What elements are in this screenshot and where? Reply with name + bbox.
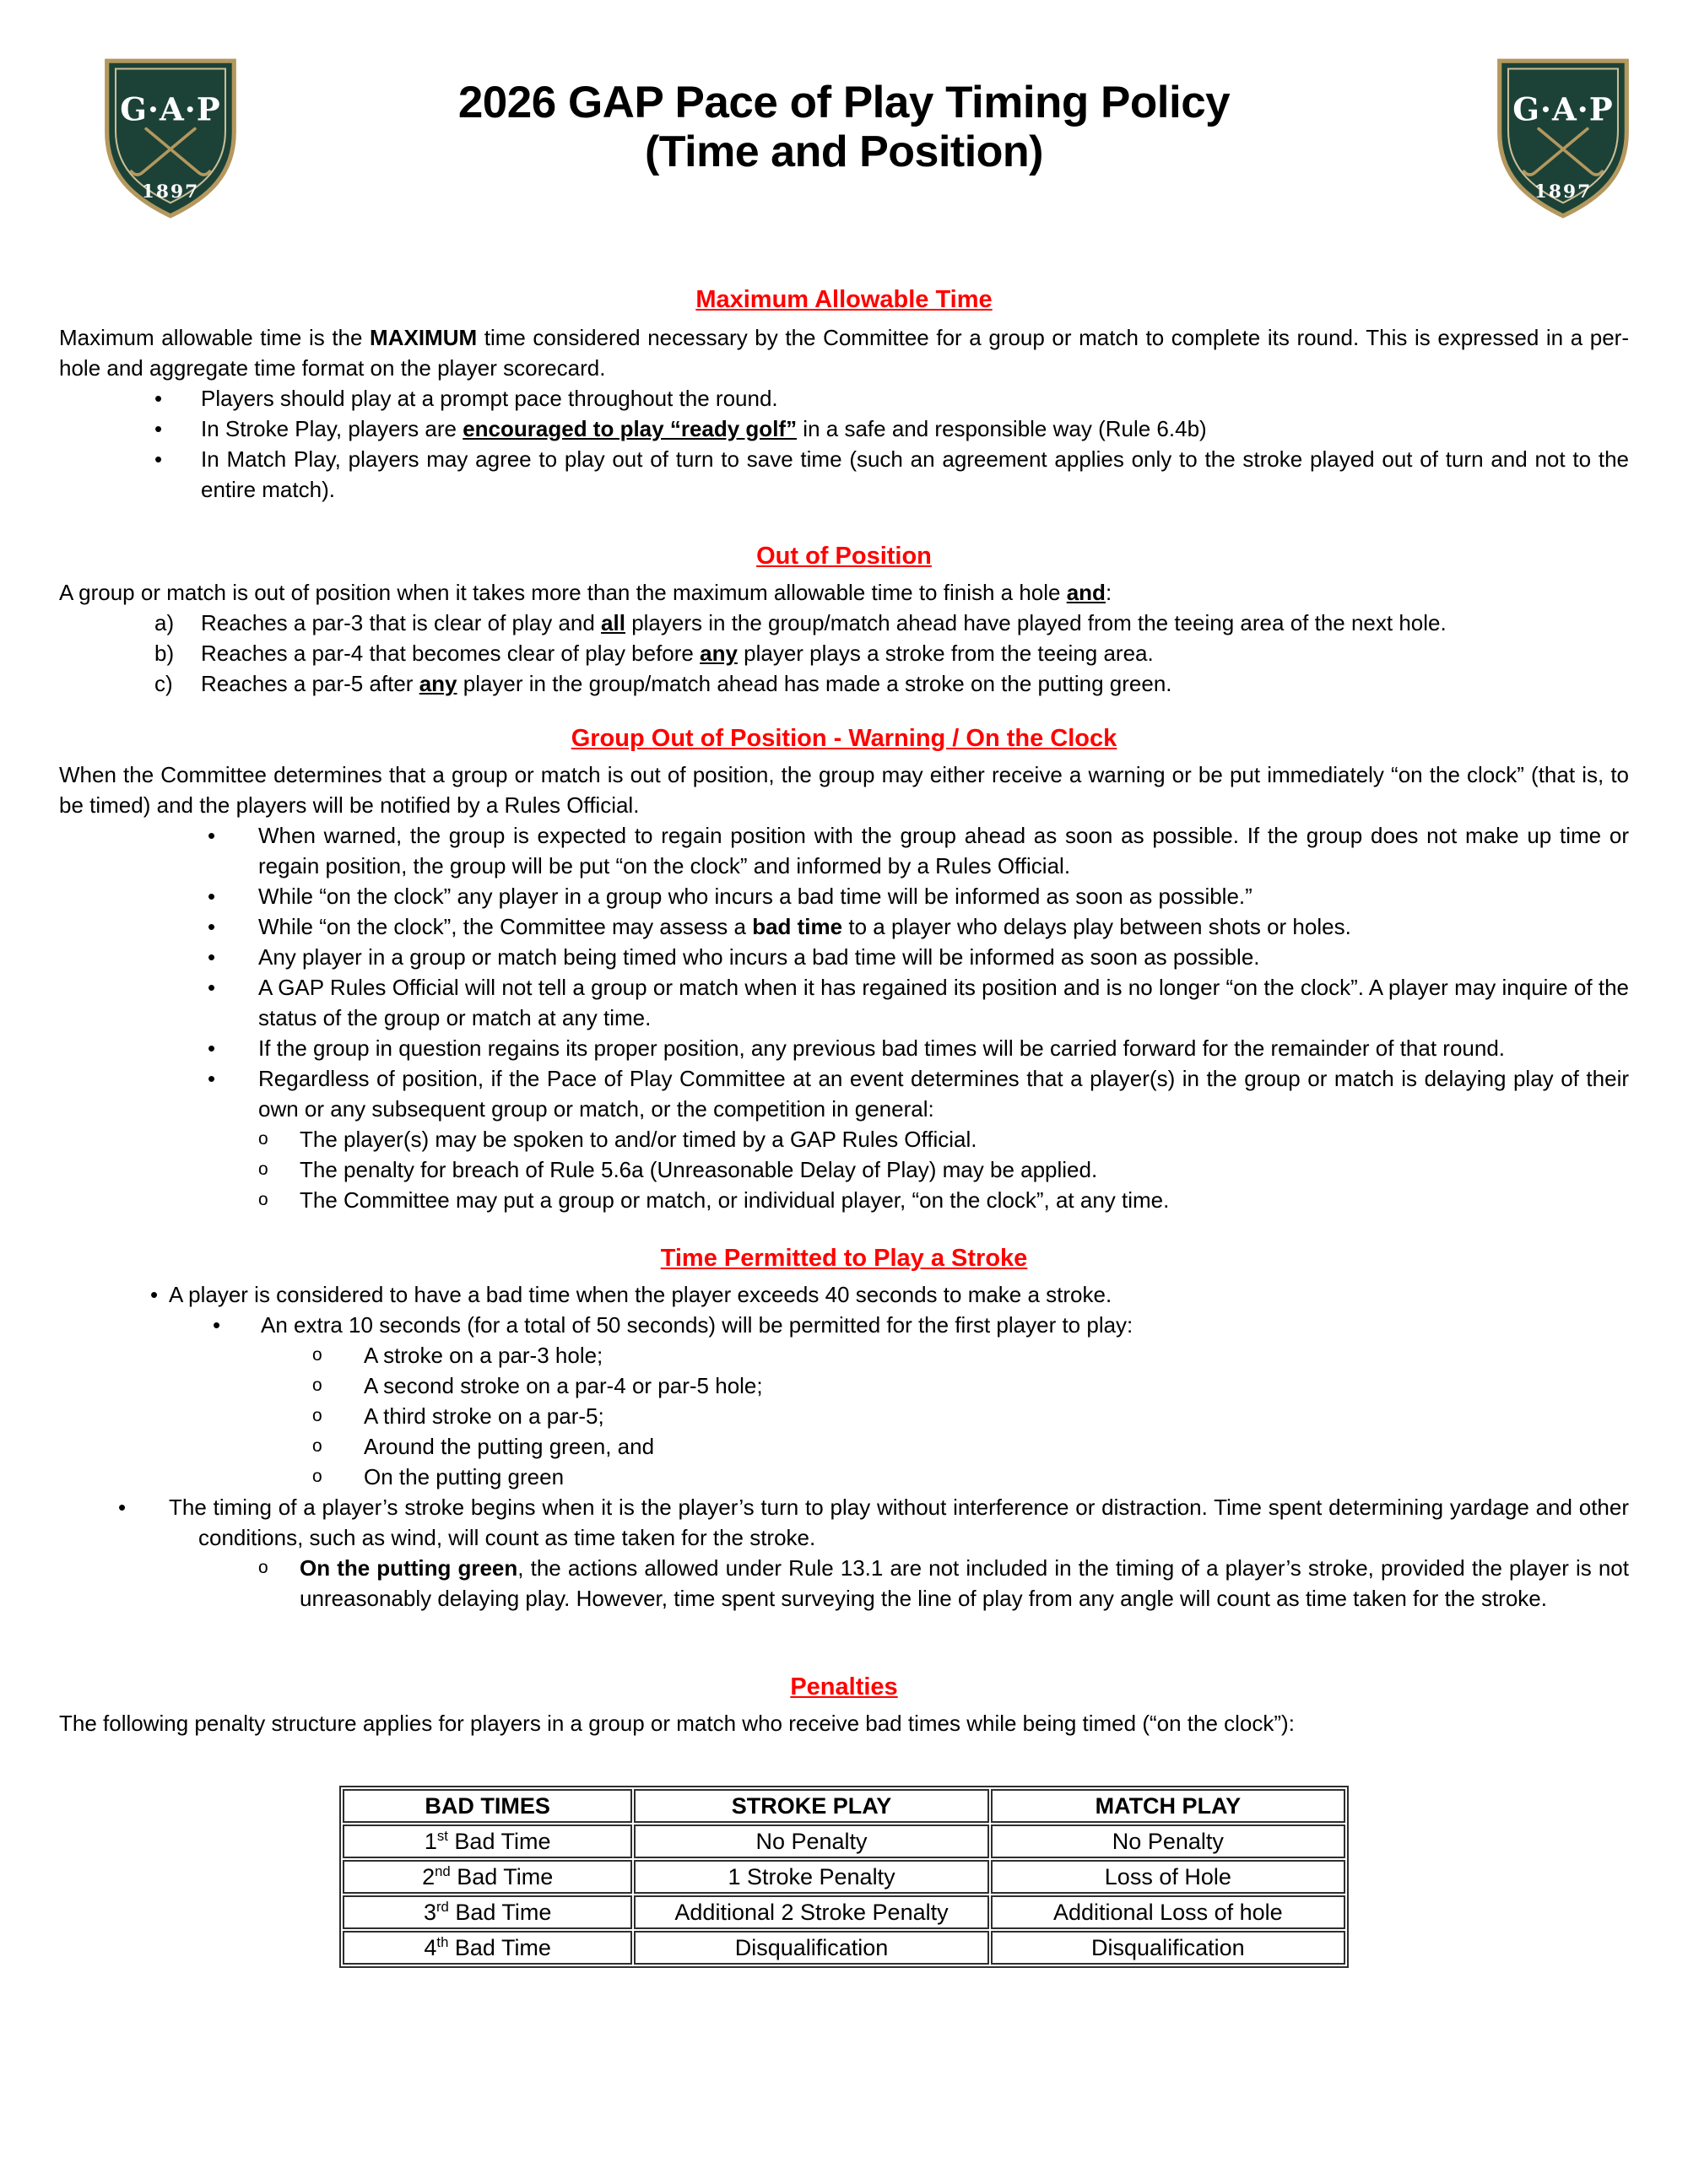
ordinal: 4 <box>424 1935 437 1960</box>
list-item-text: Any player in a group or match being timed who incurs a bad time will be informed as soon as possible. <box>258 944 1260 970</box>
list-item: • The timing of a player’s stroke begins when it is the player’s turn to play without interference or distraction. Time spent determining yardage and other conditions, such as wind, will count as time taken for the stroke. <box>118 1495 1629 1550</box>
list-item <box>59 1063 1629 1124</box>
bullet-marker: • <box>154 386 163 411</box>
bullet-marker: • <box>208 823 216 848</box>
gap-shield-logo-left <box>100 56 241 221</box>
list-item-text: A stroke on a par-3 hole; <box>364 1343 603 1368</box>
paragraph: A group or match is out of position when it takes more than the maximum allowable time to finish a hole and: <box>59 580 1112 605</box>
paragraph: When the Committee determines that a group or match is out of position, the group may either receive a warning or be put immediately “on the clock” (that is, to be timed) and the players will be notified by a Rules Official. <box>59 762 1629 818</box>
section-time-permitted <box>59 1244 1629 1614</box>
title-line-1: 2026 GAP Pace of Play Timing Policy <box>457 78 1231 127</box>
circle-marker: o <box>258 1190 268 1209</box>
section-penalties <box>59 1673 1629 1968</box>
section-heading: Maximum Allowable Time <box>695 286 993 313</box>
list-item <box>59 383 1629 414</box>
bullet-marker: • <box>154 416 163 441</box>
bullet-marker: • <box>208 914 216 939</box>
circle-marker: o <box>312 1467 322 1486</box>
logo-year: 1897 <box>1534 181 1593 203</box>
table-cell-stroke-play: 1 Stroke Penalty <box>634 1860 988 1894</box>
sub-list-item <box>59 1310 1629 1340</box>
list-item-text: A third stroke on a par-5; <box>364 1403 604 1429</box>
list-item <box>59 414 1629 444</box>
list-item-text: When warned, the group is expected to regain position with the group ahead as soon as possible. If the group does not make up time or regain position, the group will be put “on the clock” and informed by a Rules Official. <box>258 823 1629 878</box>
ordinal-suffix: rd <box>436 1899 449 1915</box>
document-body <box>0 285 1688 1968</box>
table-row <box>343 1860 1345 1894</box>
ordinal: 2 <box>422 1864 436 1889</box>
column-header-match-play: MATCH PLAY <box>991 1789 1345 1823</box>
list-item <box>59 668 1629 699</box>
letter-marker: c) <box>154 671 173 696</box>
letter-marker: a) <box>154 610 175 635</box>
list-item-text: In Stroke Play, players are encouraged to play “ready golf” in a safe and responsible way (Rule 6.4b) <box>201 416 1207 441</box>
label: Bad Time <box>448 1935 551 1960</box>
bullet-marker: • <box>208 884 216 909</box>
paragraph: Maximum allowable time is the MAXIMUM time considered necessary by the Committee for a group or match to complete its round. This is expressed in a per-hole and aggregate time format on the player scorecard. <box>59 325 1629 381</box>
list-item-text: The Committee may put a group or match, or individual player, “on the clock”, at any time. <box>300 1187 1170 1213</box>
bullet-marker: • <box>208 1066 216 1091</box>
document-title <box>0 0 1688 177</box>
table-cell-bad-time <box>343 1895 632 1929</box>
letter-marker: b) <box>154 641 175 666</box>
bullet-marker: • <box>150 1282 159 1307</box>
section-heading: Group Out of Position - Warning / On the Clock <box>571 725 1117 752</box>
list-item-text: Reaches a par-4 that becomes clear of play before any player plays a stroke from the teeing area. <box>201 641 1154 666</box>
table-cell-stroke-play: Disqualification <box>634 1931 988 1965</box>
circle-marker: o <box>312 1436 322 1456</box>
list-item-text: While “on the clock”, the Committee may assess a bad time to a player who delays play between shots or holes. <box>258 914 1351 939</box>
circle-marker: o <box>258 1160 268 1179</box>
list-item-text: The player(s) may be spoken to and/or timed by a GAP Rules Official. <box>300 1127 977 1152</box>
section-maximum-allowable-time <box>59 285 1629 505</box>
table-row <box>343 1895 1345 1929</box>
table-cell-match-play: Loss of Hole <box>991 1860 1345 1894</box>
list-item-text: The timing of a player’s stroke begins when it is the player’s turn to play without interference or distraction. Time spent determining yardage and other conditions, such as wind, will count as time taken for the stroke. <box>169 1495 1629 1550</box>
table-cell-stroke-play: Additional 2 Stroke Penalty <box>634 1895 988 1929</box>
sub-sub-list-item <box>59 1401 1629 1431</box>
list-item-text: A second stroke on a par-4 or par-5 hole; <box>364 1373 763 1398</box>
ordinal-suffix: nd <box>435 1863 451 1879</box>
list-item-text: Players should play at a prompt pace throughout the round. <box>201 386 778 411</box>
list-item <box>59 942 1629 972</box>
list-item <box>59 881 1629 911</box>
ordinal: 1 <box>424 1829 437 1854</box>
list-item <box>59 638 1629 668</box>
bullet-marker: • <box>208 944 216 970</box>
list-item-text: On the putting green <box>364 1464 565 1489</box>
bullet-marker: • <box>208 1035 216 1061</box>
sub-sub-list-item <box>59 1462 1629 1492</box>
table-cell-bad-time <box>343 1825 632 1858</box>
label: Bad Time <box>448 1900 552 1925</box>
logo-year: 1897 <box>141 181 200 203</box>
paragraph: The following penalty structure applies for players in a group or match who receive bad times while being timed (“on the clock”): <box>59 1711 1295 1736</box>
list-item-text: Around the putting green, and <box>364 1434 655 1459</box>
list-item-text: A GAP Rules Official will not tell a group or match when it has regained its position and is no longer “on the clock”. A player may inquire of the status of the group or match at any time. <box>258 975 1629 1030</box>
list-item <box>59 608 1629 638</box>
list-item-text: On the putting green, the actions allowed under Rule 13.1 are not included in the timing of a player’s stroke, provided the player is not unreasonably delaying play. However, time spent surveying the line of play from any angle will count as time taken for the stroke. <box>300 1555 1629 1611</box>
table-cell-match-play: Additional Loss of hole <box>991 1895 1345 1929</box>
table-cell-stroke-play: No Penalty <box>634 1825 988 1858</box>
ordinal: 3 <box>423 1900 436 1925</box>
list-item-text: An extra 10 seconds (for a total of 50 seconds) will be permitted for the first player to play: <box>261 1312 1133 1338</box>
ordinal-suffix: th <box>436 1934 449 1950</box>
list-item <box>59 1033 1629 1063</box>
ordinal-suffix: st <box>436 1828 448 1844</box>
sub-list-item <box>59 1553 1629 1614</box>
table-cell-bad-time <box>343 1931 632 1965</box>
list-item <box>59 911 1629 942</box>
bullet-marker: • <box>208 975 216 1000</box>
column-header-bad-times: BAD TIMES <box>343 1789 632 1823</box>
circle-marker: o <box>258 1129 268 1149</box>
table-row <box>343 1931 1345 1965</box>
list-item-text: Reaches a par-3 that is clear of play and all players in the group/match ahead have played from the teeing area of the next hole. <box>201 610 1447 635</box>
list-item-text: In Match Play, players may agree to play out of turn to save time (such an agreement applies only to the stroke played out of turn and not to the entire match). <box>201 446 1629 502</box>
list-item <box>59 820 1629 881</box>
section-heading: Out of Position <box>756 543 932 570</box>
sub-sub-list-item <box>59 1370 1629 1401</box>
section-warning-on-the-clock <box>59 724 1629 1215</box>
bullet-marker: • <box>213 1312 221 1338</box>
logo-acronym: G·A·P <box>120 90 221 128</box>
sub-list-item <box>59 1154 1629 1185</box>
table-cell-bad-time <box>343 1860 632 1894</box>
sub-list-item <box>59 1124 1629 1154</box>
section-heading: Time Permitted to Play a Stroke <box>660 1245 1028 1272</box>
list-item-text: Regardless of position, if the Pace of Play Committee at an event determines that a player(s) in the group or match is delaying play of their own or any subsequent group or match, or the competition in general: <box>258 1066 1629 1122</box>
list-item-text: If the group in question regains its proper position, any previous bad times will be carried forward for the remainder of that round. <box>258 1035 1506 1061</box>
list-item-text: Reaches a par-5 after any player in the group/match ahead has made a stroke on the putting green. <box>201 671 1172 696</box>
label: Bad Time <box>450 1864 554 1889</box>
sub-list-item <box>59 1185 1629 1215</box>
section-heading: Penalties <box>790 1673 898 1700</box>
column-header-stroke-play: STROKE PLAY <box>634 1789 988 1823</box>
title-line-2: (Time and Position) <box>644 127 1043 177</box>
circle-marker: o <box>312 1376 322 1395</box>
list-item <box>59 1279 1629 1310</box>
table-cell-match-play: Disqualification <box>991 1931 1345 1965</box>
list-item-text: A player is considered to have a bad time when the player exceeds 40 seconds to make a stroke. <box>169 1282 1112 1307</box>
gap-shield-logo-right <box>1492 56 1634 221</box>
list-item-text: While “on the clock” any player in a group who incurs a bad time will be informed as soon as possible.” <box>258 884 1252 909</box>
penalty-table <box>339 1786 1349 1968</box>
table-header-row <box>343 1789 1345 1823</box>
table-row <box>343 1825 1345 1858</box>
label: Bad Time <box>447 1829 551 1854</box>
circle-marker: o <box>312 1345 322 1365</box>
list-item <box>59 972 1629 1033</box>
list-item <box>59 444 1629 505</box>
bullet-marker: • <box>154 446 163 472</box>
circle-marker: o <box>258 1558 268 1577</box>
sub-sub-list-item <box>59 1431 1629 1462</box>
section-out-of-position <box>59 542 1629 699</box>
circle-marker: o <box>312 1406 322 1425</box>
document-header <box>0 0 1688 233</box>
logo-acronym: G·A·P <box>1512 90 1614 128</box>
list-item-text: The penalty for breach of Rule 5.6a (Unreasonable Delay of Play) may be applied. <box>300 1157 1098 1182</box>
sub-sub-list-item <box>59 1340 1629 1370</box>
table-cell-match-play: No Penalty <box>991 1825 1345 1858</box>
